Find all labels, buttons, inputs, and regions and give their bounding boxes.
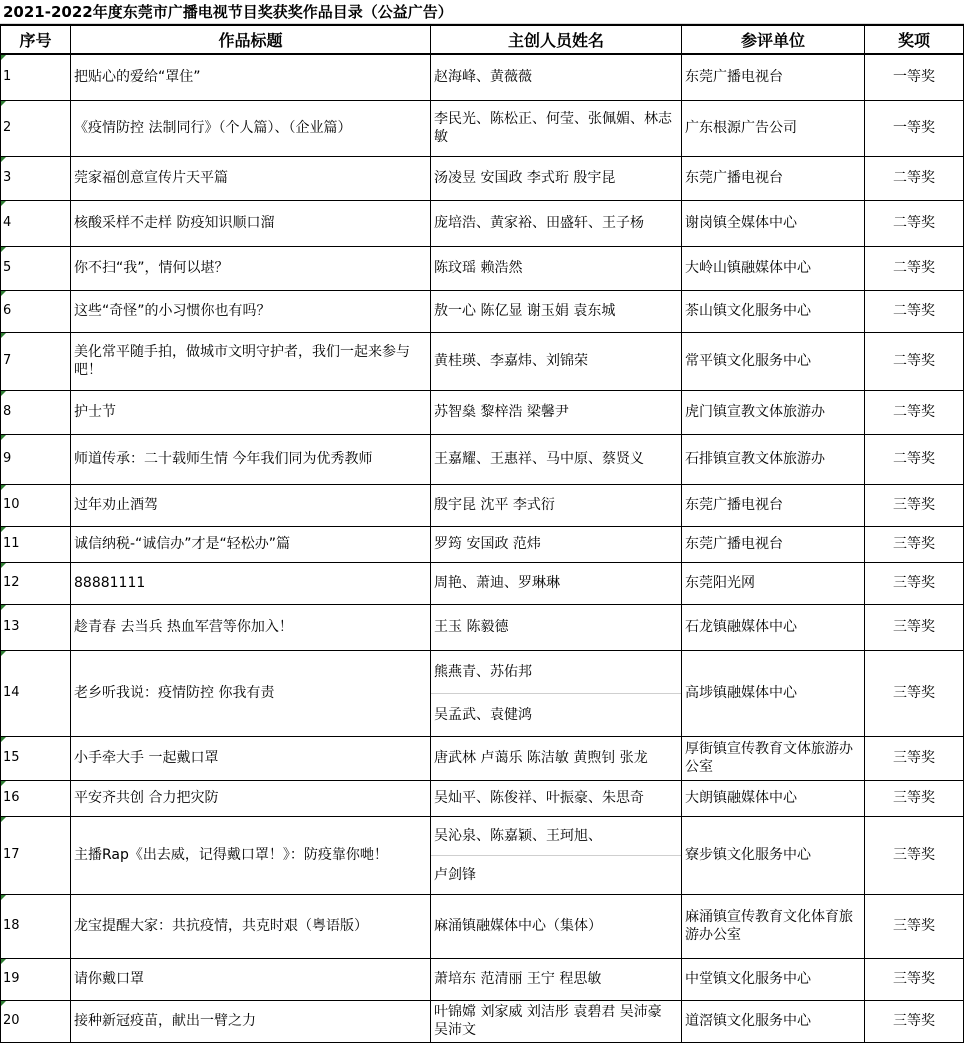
cell-unit[interactable]: 常平镇文化服务中心 <box>682 332 865 390</box>
creators-line: 苏智燊 黎梓浩 梁馨尹 <box>434 404 569 420</box>
cell-creators[interactable] <box>431 54 682 100</box>
cell-work-title[interactable]: 主播Rap《出去威，记得戴口罩！》：防疫靠你哋！ <box>71 816 431 894</box>
cell-work-title[interactable]: 小手牵大手 一起戴口罩 <box>71 736 431 780</box>
cell-work-title[interactable]: 这些“奇怪”的小习惯你也有吗？ <box>71 290 431 332</box>
cell-award[interactable]: 三等奖 <box>865 736 964 780</box>
cell-index[interactable]: 17 <box>1 816 71 894</box>
table-row <box>1 246 964 290</box>
cell-work-title[interactable]: 《疫情防控 法制同行》（个人篇）、（企业篇） <box>71 100 431 156</box>
creators-line: 吴灿平、陈俊祥、叶振豪、朱思奇 <box>434 790 644 806</box>
header-unit[interactable]: 参评单位 <box>682 25 865 54</box>
cell-work-title[interactable]: 师道传承：二十载师生情 今年我们同为优秀教师 <box>71 434 431 484</box>
cell-award[interactable]: 三等奖 <box>865 780 964 816</box>
creators-line: 罗筠 安国政 范炜 <box>434 536 541 552</box>
cell-index[interactable]: 18 <box>1 894 71 958</box>
cell-creators[interactable] <box>431 1000 682 1042</box>
header-work-title[interactable]: 作品标题 <box>71 25 431 54</box>
cell-index[interactable]: 10 <box>1 484 71 526</box>
cell-unit[interactable]: 麻涌镇宣传教育文化体育旅游办公室 <box>682 894 865 958</box>
table-row <box>1 650 964 736</box>
cell-unit[interactable]: 高埗镇融媒体中心 <box>682 650 865 736</box>
cell-creators[interactable] <box>431 434 682 484</box>
cell-work-title[interactable]: 诚信纳税-“诚信办”才是“轻松办”篇 <box>71 526 431 562</box>
creators-line: 王玉 陈毅德 <box>434 619 509 635</box>
table-row <box>1 958 964 1000</box>
creators-line: 赵海峰、黄薇薇 <box>434 69 532 86</box>
table-body <box>1 54 964 1042</box>
cell-unit[interactable]: 茶山镇文化服务中心 <box>682 290 865 332</box>
cell-award[interactable]: 二等奖 <box>865 246 964 290</box>
cell-work-title[interactable]: 老乡听我说：疫情防控 你我有责 <box>71 650 431 736</box>
cell-creators[interactable] <box>431 526 682 562</box>
sheet-title-row <box>0 0 964 24</box>
cell-index[interactable]: 11 <box>1 526 71 562</box>
table-row <box>1 816 964 894</box>
cell-creators[interactable] <box>431 484 682 526</box>
cell-index[interactable]: 14 <box>1 650 71 736</box>
cell-work-title[interactable]: 核酸采样不走样 防疫知识顺口溜 <box>71 200 431 246</box>
table-row <box>1 604 964 650</box>
cell-work-title[interactable]: 趁青春 去当兵 热血军营等你加入！ <box>71 604 431 650</box>
cell-work-title[interactable]: 龙宝提醒大家：共抗疫情，共克时艰（粤语版） <box>71 894 431 958</box>
cell-unit[interactable]: 东莞广播电视台 <box>682 156 865 200</box>
table-row <box>1 434 964 484</box>
cell-award[interactable]: 三等奖 <box>865 1000 964 1042</box>
creators-line: 吴孟武、袁健鸿 <box>431 693 681 736</box>
cell-award[interactable]: 三等奖 <box>865 958 964 1000</box>
cell-award[interactable]: 二等奖 <box>865 332 964 390</box>
creators-line: 庞培浩、黄家裕、田盛轩、王子杨 <box>434 215 644 231</box>
cell-unit[interactable]: 东莞阳光网 <box>682 562 865 604</box>
creators-line: 汤凌昱 安国政 李式珩 殷宇昆 <box>434 170 616 186</box>
cell-unit[interactable]: 大朗镇融媒体中心 <box>682 780 865 816</box>
table-row <box>1 390 964 434</box>
cell-creators[interactable] <box>431 246 682 290</box>
cell-creators[interactable] <box>431 894 682 958</box>
cell-award[interactable]: 三等奖 <box>865 650 964 736</box>
creators-line: 卢剑锋 <box>431 855 681 894</box>
cell-index[interactable]: 15 <box>1 736 71 780</box>
cell-award[interactable]: 二等奖 <box>865 156 964 200</box>
cell-index[interactable]: 19 <box>1 958 71 1000</box>
cell-index[interactable]: 4 <box>1 200 71 246</box>
table-row <box>1 332 964 390</box>
cell-award[interactable]: 三等奖 <box>865 604 964 650</box>
cell-unit[interactable]: 石龙镇融媒体中心 <box>682 604 865 650</box>
cell-index[interactable]: 16 <box>1 780 71 816</box>
cell-award[interactable]: 一等奖 <box>865 100 964 156</box>
creators-line: 敖一心 陈亿显 谢玉娟 袁东城 <box>434 303 616 319</box>
cell-award[interactable]: 三等奖 <box>865 484 964 526</box>
table-row <box>1 562 964 604</box>
cell-creators[interactable] <box>431 562 682 604</box>
cell-work-title[interactable]: 接种新冠疫苗，献出一臂之力 <box>71 1000 431 1042</box>
cell-unit[interactable]: 虎门镇宣教文体旅游办 <box>682 390 865 434</box>
table-row <box>1 1000 964 1042</box>
cell-award[interactable]: 二等奖 <box>865 290 964 332</box>
cell-work-title[interactable]: 请你戴口罩 <box>71 958 431 1000</box>
cell-index[interactable]: 2 <box>1 100 71 156</box>
cell-creators[interactable] <box>431 604 682 650</box>
cell-index[interactable]: 1 <box>1 54 71 100</box>
cell-award[interactable]: 三等奖 <box>865 894 964 958</box>
creators-line: 熊燕青、苏佑邦 <box>434 663 532 680</box>
cell-creators[interactable] <box>431 958 682 1000</box>
cell-index[interactable]: 12 <box>1 562 71 604</box>
cell-work-title[interactable]: 美化常平随手拍，做城市文明守护者，我们一起来参与吧！ <box>71 332 431 390</box>
cell-unit[interactable]: 谢岗镇全媒体中心 <box>682 200 865 246</box>
cell-award[interactable]: 一等奖 <box>865 54 964 100</box>
cell-award[interactable]: 二等奖 <box>865 200 964 246</box>
cell-unit[interactable]: 中堂镇文化服务中心 <box>682 958 865 1000</box>
creators-line: 唐武林 卢蔼乐 陈洁敏 黄煦钊 张龙 <box>434 750 648 766</box>
table-row <box>1 894 964 958</box>
cell-work-title[interactable]: 你不扫“我”，情何以堪？ <box>71 246 431 290</box>
cell-award[interactable]: 三等奖 <box>865 816 964 894</box>
cell-creators[interactable] <box>431 290 682 332</box>
header-creators[interactable]: 主创人员姓名 <box>431 25 682 54</box>
creators-line: 周艳、萧迪、罗琳琳 <box>434 575 560 591</box>
cell-unit[interactable]: 东莞广播电视台 <box>682 526 865 562</box>
table-row <box>1 484 964 526</box>
sheet-title[interactable]: 2021-2022年度东莞市广播电视节目奖获奖作品目录（公益广告） <box>3 3 453 21</box>
cell-creators[interactable] <box>431 100 682 156</box>
table-row <box>1 156 964 200</box>
cell-index[interactable]: 6 <box>1 290 71 332</box>
cell-index[interactable]: 3 <box>1 156 71 200</box>
cell-unit[interactable]: 道滘镇文化服务中心 <box>682 1000 865 1042</box>
table-row <box>1 54 964 100</box>
cell-index[interactable]: 9 <box>1 434 71 484</box>
creators-line: 萧培东 范清丽 王宁 程思敏 <box>434 971 602 987</box>
cell-unit[interactable]: 广东根源广告公司 <box>682 100 865 156</box>
table-row <box>1 736 964 780</box>
cell-creators[interactable] <box>431 816 682 894</box>
cell-index[interactable]: 20 <box>1 1000 71 1042</box>
cell-unit[interactable]: 东莞广播电视台 <box>682 54 865 100</box>
cell-work-title[interactable]: 莞家福创意宣传片天平篇 <box>71 156 431 200</box>
cell-award[interactable]: 三等奖 <box>865 562 964 604</box>
cell-unit[interactable]: 石排镇宣教文体旅游办 <box>682 434 865 484</box>
table-row <box>1 780 964 816</box>
cell-creators[interactable] <box>431 736 682 780</box>
creators-line: 叶锦嫦 刘家威 刘洁彤 袁碧君 吴沛豪 吴沛文 <box>434 1004 662 1038</box>
cell-creators[interactable] <box>431 156 682 200</box>
cell-index[interactable]: 8 <box>1 390 71 434</box>
header-award[interactable]: 奖项 <box>865 25 964 54</box>
cell-index[interactable]: 5 <box>1 246 71 290</box>
cell-creators[interactable] <box>431 650 682 736</box>
creators-line: 陈玟瑶 赖浩然 <box>434 260 523 276</box>
table-row <box>1 526 964 562</box>
table-row <box>1 200 964 246</box>
cell-work-title[interactable]: 88881111 <box>71 562 431 604</box>
cell-unit[interactable]: 寮步镇文化服务中心 <box>682 816 865 894</box>
creators-line: 黄桂瑛、李嘉炜、刘锦荣 <box>434 353 588 369</box>
cell-creators[interactable] <box>431 780 682 816</box>
creators-line: 殷宇昆 沈平 李式衍 <box>434 497 555 513</box>
cell-unit[interactable]: 大岭山镇融媒体中心 <box>682 246 865 290</box>
cell-work-title[interactable]: 把贴心的爱给“罩住” <box>71 54 431 100</box>
cell-unit[interactable]: 东莞广播电视台 <box>682 484 865 526</box>
cell-index[interactable]: 7 <box>1 332 71 390</box>
cell-work-title[interactable]: 护士节 <box>71 390 431 434</box>
cell-index[interactable]: 13 <box>1 604 71 650</box>
creators-line: 李民光、陈松正、何莹、张佩媚、林志敏 <box>434 111 672 145</box>
header-row <box>1 25 964 54</box>
creators-line: 麻涌镇融媒体中心（集体） <box>434 918 602 934</box>
cell-unit[interactable]: 厚街镇宣传教育文体旅游办公室 <box>682 736 865 780</box>
cell-work-title[interactable]: 平安齐共创 合力把灾防 <box>71 780 431 816</box>
cell-work-title[interactable]: 过年劝止酒驾 <box>71 484 431 526</box>
creators-line: 吴沁泉、陈嘉颖、王珂旭、 <box>434 827 602 844</box>
cell-award[interactable]: 二等奖 <box>865 390 964 434</box>
table-row <box>1 100 964 156</box>
cell-award[interactable]: 三等奖 <box>865 526 964 562</box>
cell-award[interactable]: 二等奖 <box>865 434 964 484</box>
awards-table <box>0 24 964 1043</box>
cell-creators[interactable] <box>431 390 682 434</box>
cell-creators[interactable] <box>431 332 682 390</box>
table-row <box>1 290 964 332</box>
creators-line: 王嘉耀、王惠祥、马中原、蔡贤义 <box>434 451 644 467</box>
header-index[interactable]: 序号 <box>1 25 71 54</box>
cell-creators[interactable] <box>431 200 682 246</box>
